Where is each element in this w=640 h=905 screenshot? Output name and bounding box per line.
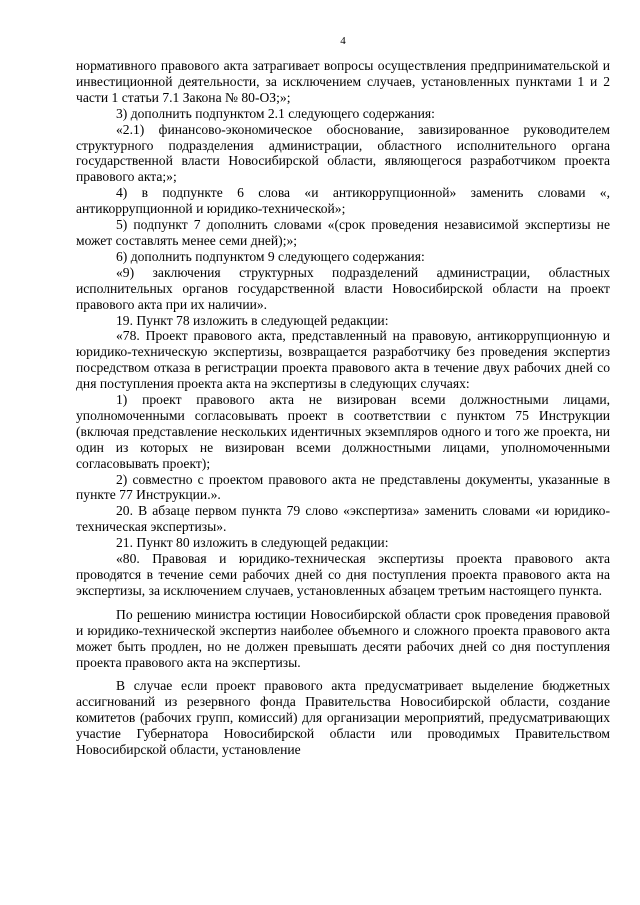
paragraph: «9) заключения структурных подразделений администрации, областных исполнительных органов государственной власти Новосибирской области на проект правового акта при их наличии». (76, 264, 610, 312)
page-number: 4 (340, 35, 346, 47)
paragraph: 1) проект правового акта не визирован всеми должностными лицами, уполномоченными согласовывать проект в соответствии с пунктом 75 Инструкции (включая представление нескольких идентичных экземпляров одного и того же проекта, ни один из которых не визирован всеми должностными лицами, уполномоченными согласовывать проект); (76, 392, 610, 471)
paragraph: 4) в подпункте 6 слова «и антикоррупционной» заменить словами «, антикоррупционной и юридико-технической»; (76, 185, 610, 217)
paragraph: 21. Пункт 80 изложить в следующей редакции: (116, 535, 389, 551)
paragraph: 19. Пункт 78 изложить в следующей редакции: (116, 312, 389, 328)
paragraph: 3) дополнить подпунктом 2.1 следующего содержания: (116, 105, 435, 121)
document-body (76, 58, 610, 758)
paragraph: 20. В абзаце первом пункта 79 слово «экспертиза» заменить словами «и юридико-техническая экспертизы». (76, 503, 610, 535)
paragraph: По решению министра юстиции Новосибирской области срок проведения правовой и юридико-технической экспертиз наиболее объемного и сложного проекта правового акта может быть продлен, но не должен превышать десяти рабочих дней со дня поступления проекта правового акта на экспертизы. (76, 606, 610, 670)
paragraph: 2) совместно с проектом правового акта не представлены документы, указанные в пункте 77 Инструкции.». (76, 471, 610, 503)
paragraph: «2.1) финансово-экономическое обоснование, завизированное руководителем структурного подразделения администрации, областного исполнительного органа государственной власти Новосибирской области, являющегося разработчиком проекта правового акта;»; (76, 121, 610, 185)
paragraph: нормативного правового акта затрагивает вопросы осуществления предпринимательской и инвестиционной деятельности, за исключением случаев, установленных пунктами 1 и 2 части 1 статьи 7.1 Закона № 80-ОЗ;»; (76, 58, 610, 105)
paragraph: 5) подпункт 7 дополнить словами «(срок проведения независимой экспертизы не может составлять менее семи дней);»; (76, 217, 610, 248)
paragraph: «78. Проект правового акта, представленный на правовую, антикоррупционную и юридико-техническую экспертизы, возвращается разработчику без проведения экспертиз посредством отказа в регистрации проекта правового акта в течение двух рабочих дней со дня поступления проекта акта на экспертизы в следующих случаях: (76, 328, 610, 392)
paragraph: 6) дополнить подпунктом 9 следующего содержания: (116, 248, 425, 264)
paragraph: «80. Правовая и юридико-техническая экспертизы проекта правового акта проводятся в течение семи рабочих дней со дня поступления проекта правового акта на экспертизы, за исключением случаев, установленных абзацем третьим настоящего пункта. (76, 551, 610, 598)
paragraph: В случае если проект правового акта предусматривает выделение бюджетных ассигнований из резервного фонда Правительства Новосибирской области, создание комитетов (рабочих групп, комиссий) для организации мероприятий, предусматривающих участие Губернатора Новосибирской области или проводимых Правительством Новосибирской области, установление (76, 678, 610, 758)
